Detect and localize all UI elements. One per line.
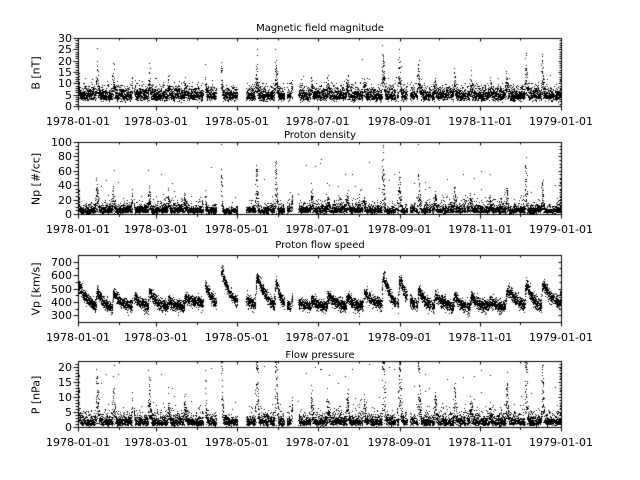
y-tick-label: 600 xyxy=(51,269,72,282)
y-tick-label: 15 xyxy=(58,66,72,79)
y-tick-label: 400 xyxy=(51,296,72,309)
x-tick-label: 1979-01-01 xyxy=(529,223,593,236)
x-tick-label: 1978-03-01 xyxy=(124,223,189,236)
y-tick-label: 40 xyxy=(58,179,72,192)
x-tick-label: 1978-09-01 xyxy=(367,436,432,449)
y-tick-label: 15 xyxy=(58,376,72,389)
x-tick-label: 1978-03-01 xyxy=(124,331,189,344)
x-tick-label: 1978-01-01 xyxy=(46,436,110,449)
x-tick-label: 1978-03-01 xyxy=(124,115,189,128)
y-tick-label: 20 xyxy=(58,194,72,207)
x-tick-label: 1978-07-01 xyxy=(285,223,350,236)
x-tick-label: 1978-07-01 xyxy=(285,436,350,449)
x-tick-label: 1978-11-01 xyxy=(448,115,513,128)
x-tick-label: 1978-09-01 xyxy=(367,223,432,236)
y-axis-label-p: P [nPa] xyxy=(29,375,43,414)
y-axis-label-vp: Vp [km/s] xyxy=(29,262,43,316)
y-tick-label: 30 xyxy=(58,32,72,45)
x-tick-label: 1978-11-01 xyxy=(448,223,513,236)
x-tick-label: 1978-11-01 xyxy=(448,436,513,449)
y-tick-label: 20 xyxy=(58,361,72,374)
x-tick-label: 1978-01-01 xyxy=(46,223,110,236)
x-tick-label: 1978-07-01 xyxy=(285,331,350,344)
y-tick-label: 20 xyxy=(58,55,72,68)
x-tick-label: 1978-07-01 xyxy=(285,115,350,128)
y-tick-label: 0 xyxy=(65,100,72,113)
x-tick-label: 1978-05-01 xyxy=(204,436,269,449)
y-tick-label: 500 xyxy=(51,283,72,296)
y-tick-label: 10 xyxy=(58,77,72,90)
x-tick-label: 1978-09-01 xyxy=(367,115,432,128)
chart-title-proton-flow-speed: Proton flow speed xyxy=(275,240,365,251)
y-tick-label: 25 xyxy=(58,43,72,56)
x-tick-label: 1979-01-01 xyxy=(529,115,593,128)
x-tick-label: 1978-09-01 xyxy=(367,331,432,344)
y-tick-label: 10 xyxy=(58,391,72,404)
chart-title-proton-density: Proton density xyxy=(283,130,357,141)
chart-title-flow-pressure: Flow pressure xyxy=(285,350,355,361)
y-tick-label: 700 xyxy=(51,256,72,269)
y-tick-label: 5 xyxy=(65,89,72,102)
y-tick-label: 80 xyxy=(58,150,72,163)
x-tick-label: 1978-01-01 xyxy=(46,115,110,128)
y-tick-label: 300 xyxy=(51,309,72,322)
x-tick-label: 1978-05-01 xyxy=(204,115,269,128)
chart-title-magnetic-field: Magnetic field magnitude xyxy=(256,23,384,34)
y-axis-label-b: B [nT] xyxy=(29,55,43,90)
x-tick-label: 1978-01-01 xyxy=(46,331,110,344)
y-tick-label: 5 xyxy=(65,406,72,419)
y-tick-label: 60 xyxy=(58,165,72,178)
x-tick-label: 1978-05-01 xyxy=(204,223,269,236)
x-tick-label: 1978-05-01 xyxy=(204,331,269,344)
y-tick-label: 0 xyxy=(65,421,72,434)
y-tick-label: 0 xyxy=(65,208,72,221)
x-tick-label: 1979-01-01 xyxy=(529,331,593,344)
y-tick-label: 100 xyxy=(51,136,72,149)
x-tick-label: 1979-01-01 xyxy=(529,436,593,449)
x-tick-label: 1978-11-01 xyxy=(448,331,513,344)
x-tick-label: 1978-03-01 xyxy=(124,436,189,449)
y-axis-label-np: Np [#/cc] xyxy=(29,152,43,205)
